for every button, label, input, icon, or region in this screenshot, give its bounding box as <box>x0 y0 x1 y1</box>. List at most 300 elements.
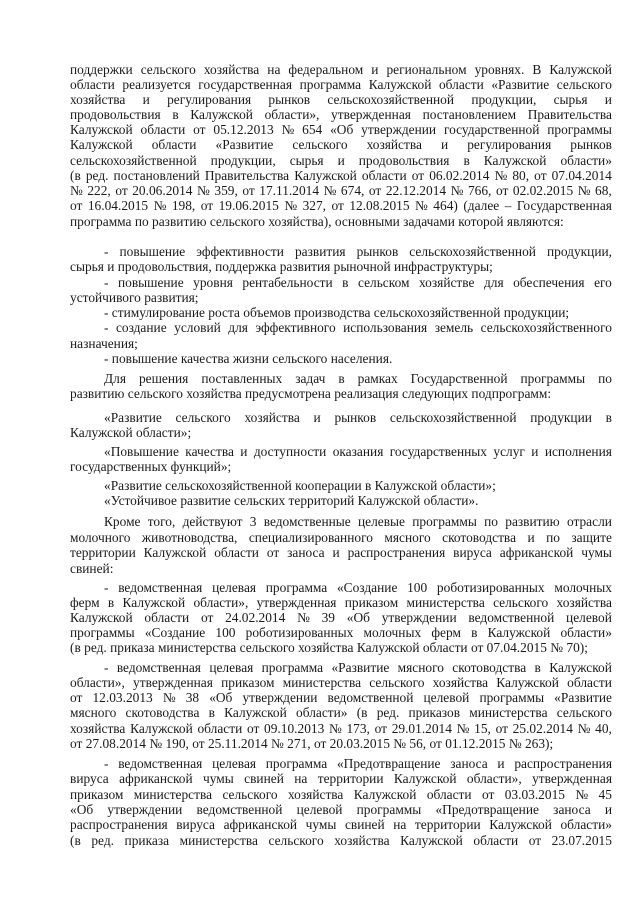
word: и <box>337 153 345 168</box>
word: ведомственная <box>118 756 203 771</box>
word: Правительства <box>204 168 290 183</box>
text-line <box>104 371 612 387</box>
word: и <box>142 92 150 107</box>
text-line: развитию сельского хозяйства предусмотрена реализация следующих подпрограмм: <box>70 386 552 401</box>
word: № <box>577 183 591 198</box>
word: рентабельности <box>242 275 333 290</box>
word: Калужской <box>353 787 417 802</box>
word: в <box>534 660 541 675</box>
word: и <box>604 92 612 107</box>
word: 38 <box>185 690 200 705</box>
word: Калужской <box>549 62 612 77</box>
text-line <box>70 77 612 93</box>
text-line: устойчивого развития; <box>70 290 199 305</box>
word: 359, <box>214 183 238 198</box>
word: Калужской <box>294 168 357 183</box>
word: защите <box>571 530 612 545</box>
word: хозяйства <box>366 137 422 152</box>
word: молочного <box>70 530 131 545</box>
word: целевой <box>423 690 470 705</box>
word: того, <box>147 514 176 529</box>
word: 03.03.2015 <box>504 787 565 802</box>
word: ред. <box>91 833 114 848</box>
word: № <box>450 183 464 198</box>
word: сельскохозяйственной <box>409 244 536 259</box>
word: программа <box>265 580 328 595</box>
text-line <box>104 275 612 291</box>
word: программа <box>261 660 324 675</box>
word: № <box>494 168 508 183</box>
word: области <box>144 610 190 625</box>
word: № <box>153 198 167 213</box>
word: продукции, <box>210 153 276 168</box>
word: министерства <box>282 675 362 690</box>
text-line: программа по развитию сельского хозяйства), основными задачами которой являются: <box>70 214 564 229</box>
word: Калужской <box>549 660 612 675</box>
text-line <box>70 595 612 611</box>
word: в <box>107 595 115 610</box>
word: - <box>104 320 109 335</box>
word: целевая <box>212 580 257 595</box>
word: рынков <box>356 244 399 259</box>
word: поддержки <box>70 62 133 77</box>
word: для <box>228 320 248 335</box>
text-line <box>70 690 612 706</box>
word: области <box>473 833 519 848</box>
word: ведомственной <box>327 690 414 705</box>
text-line: свиней: <box>70 561 114 576</box>
text-line <box>104 756 612 772</box>
word: Калужской <box>70 610 133 625</box>
word: поставленных <box>201 371 283 386</box>
text-line <box>70 545 612 561</box>
text-line <box>70 705 612 721</box>
word: № <box>328 721 342 736</box>
text-line <box>70 198 612 214</box>
word: области», <box>70 675 125 690</box>
word: от <box>200 610 214 625</box>
word: мясного <box>397 660 444 675</box>
word: хозяйства <box>244 410 300 425</box>
word: области» <box>560 625 612 640</box>
word: эффективного <box>255 320 336 335</box>
word: чумы <box>203 771 234 786</box>
word: «Развитие <box>104 410 162 425</box>
word: Калужской <box>487 625 551 640</box>
word: ведомственная <box>118 580 203 595</box>
word: государственной <box>443 122 540 137</box>
text-line: назначения; <box>70 336 138 351</box>
word: продовольствия <box>70 107 161 122</box>
word: распространения <box>347 545 446 560</box>
word: от <box>368 183 382 198</box>
word: повышение <box>117 275 184 290</box>
word: распространения <box>70 817 168 832</box>
text-line <box>70 153 612 169</box>
word: 198, <box>171 198 196 213</box>
word: по <box>598 371 612 386</box>
word: государственных <box>389 444 487 459</box>
word: Правительства <box>527 107 612 122</box>
word: утвержденная <box>532 771 612 786</box>
word: по <box>484 514 498 529</box>
word: 25.02.2014 <box>512 721 573 736</box>
word: ведомственная <box>116 660 201 675</box>
word: от <box>266 545 280 560</box>
word: утверждении <box>381 610 457 625</box>
word: Калужской <box>70 137 133 152</box>
word: в <box>605 410 612 425</box>
word: и <box>332 545 340 560</box>
word: утверждении <box>242 690 318 705</box>
word: сельскохозяйственной <box>389 410 517 425</box>
word: регулирования <box>467 137 552 152</box>
word: в <box>208 705 215 720</box>
word: от <box>495 721 508 736</box>
word: земель <box>434 320 474 335</box>
word: (в <box>70 168 81 183</box>
word: - <box>104 580 109 595</box>
text-line <box>70 530 612 546</box>
word: области», <box>193 595 249 610</box>
word: африканской <box>223 817 298 832</box>
word: № <box>297 610 310 625</box>
word: № <box>415 198 428 213</box>
word: чумы <box>581 545 612 560</box>
word: области <box>361 168 407 183</box>
word: и <box>497 756 505 771</box>
word: на <box>267 62 281 77</box>
text-line <box>70 168 612 184</box>
word: области <box>197 721 243 736</box>
word: территории <box>317 771 384 786</box>
word: целевой <box>296 802 343 817</box>
word: мясного <box>70 705 117 720</box>
word: хозяйства <box>70 92 126 107</box>
word: программы <box>547 122 612 137</box>
word: № <box>456 721 470 736</box>
word: сельского <box>556 77 612 92</box>
word: 02.02.2015 <box>512 183 574 198</box>
word: министерства <box>406 595 485 610</box>
word: чумы <box>305 817 337 832</box>
word: 68, <box>595 183 612 198</box>
word: ферм <box>70 595 100 610</box>
word: от <box>528 833 542 848</box>
word: на <box>294 771 308 786</box>
text-line <box>70 833 612 849</box>
word: развития <box>294 244 346 259</box>
word: 654 <box>302 122 323 137</box>
word: Калужской <box>224 705 287 720</box>
word: сельского <box>140 62 196 77</box>
text-line <box>70 802 612 818</box>
word: рамках <box>357 371 398 386</box>
word: области <box>70 77 115 92</box>
word: № <box>281 122 295 137</box>
word: сельскохозяйственного <box>480 320 612 335</box>
word: и <box>527 530 535 545</box>
text-line <box>104 660 612 676</box>
text-line <box>70 771 612 787</box>
word: ред. <box>85 168 109 183</box>
text-line <box>70 92 612 108</box>
word: специализированного <box>248 530 373 545</box>
word: исполнения <box>544 444 612 459</box>
word: регулирования <box>167 92 252 107</box>
word: области» <box>560 153 612 168</box>
text-line <box>104 244 612 260</box>
word: «Об <box>330 122 354 137</box>
word: № <box>197 183 210 198</box>
word: от <box>70 690 83 705</box>
word: распространения <box>514 756 612 771</box>
word: «Создание <box>144 625 206 640</box>
word: ведомственные <box>263 514 351 529</box>
word: «Развитие <box>491 77 550 92</box>
word: доступности <box>253 444 327 459</box>
word: от <box>411 168 425 183</box>
word: области» <box>296 705 348 720</box>
word: сельского <box>175 410 231 425</box>
word: хозяйства <box>70 721 126 736</box>
word: в <box>471 625 478 640</box>
text-line <box>70 137 612 153</box>
text-line: сырья и продовольствия, поддержка развития рыночной инфраструктуры; <box>70 259 493 274</box>
word: в <box>172 107 179 122</box>
word: Калужской <box>368 77 432 92</box>
word: продукции <box>530 410 592 425</box>
word: программы <box>479 690 545 705</box>
text-line <box>104 320 612 336</box>
word: «Создание <box>336 580 398 595</box>
word: «Об <box>70 802 94 817</box>
word: сельского <box>292 137 348 152</box>
text-line: государственных функций»; <box>70 459 232 474</box>
word: уровнях. <box>474 62 525 77</box>
word: сельском <box>357 275 410 290</box>
word: животноводства, <box>141 530 238 545</box>
word: роботизированных <box>245 625 354 640</box>
word: области <box>214 545 259 560</box>
word: программа <box>265 756 328 771</box>
word: «Развитие <box>331 660 390 675</box>
word: «Повышение <box>104 444 179 459</box>
word: приказом <box>70 787 124 802</box>
text-line: от 27.08.2014 № 190, от 25.11.2014 № 271, от 20.03.2015 № 56, от 01.12.2015 № 263); <box>70 736 554 751</box>
word: программы <box>412 514 477 529</box>
word: 29.01.2014 <box>391 721 452 736</box>
word: для <box>483 275 504 290</box>
word: хозяйстве <box>418 275 475 290</box>
word: 24.02.2014 <box>225 610 286 625</box>
word: 07.04.2014 <box>551 168 612 183</box>
text-line <box>70 122 612 138</box>
word: обеспечения <box>513 275 585 290</box>
word: его <box>594 275 612 290</box>
word: программы <box>70 625 135 640</box>
word: 766, <box>467 183 492 198</box>
word: 12.03.2013 <box>92 690 153 705</box>
text-line: «Устойчивое развитие сельских территорий Калужской области». <box>104 493 479 508</box>
word: продукции, <box>471 92 537 107</box>
word: министерства <box>179 833 258 848</box>
word: сельского <box>556 705 612 720</box>
word: сырья <box>289 153 324 168</box>
word: и <box>240 444 248 459</box>
word: от <box>495 183 509 198</box>
word: Калужской <box>122 595 186 610</box>
word: хозяйства <box>334 833 390 848</box>
text-line <box>70 107 612 123</box>
word: - <box>104 756 109 771</box>
word: сельскохозяйственной <box>70 153 197 168</box>
word: скотоводства <box>452 660 527 675</box>
word: области», <box>264 107 320 122</box>
word: задач <box>295 371 326 386</box>
word: ведомственной <box>468 610 555 625</box>
word: по <box>546 530 560 545</box>
word: продукции, <box>546 244 612 259</box>
word: африканской <box>499 545 574 560</box>
word: постановлением <box>422 107 517 122</box>
word: - <box>104 244 109 259</box>
word: территории <box>70 545 136 560</box>
word: № <box>162 690 176 705</box>
word: 3 <box>249 514 257 529</box>
word: утвержденная <box>256 595 337 610</box>
word: программы <box>520 371 586 386</box>
word: постановлений <box>113 168 200 183</box>
word: от <box>481 787 495 802</box>
word: 100 <box>407 580 428 595</box>
word: области <box>140 122 186 137</box>
word: приказа <box>124 833 170 848</box>
word: приказов <box>408 705 461 720</box>
word: реализуется <box>122 77 191 92</box>
text-line: - повышение качества жизни сельского населения. <box>104 351 393 366</box>
word: от <box>193 122 206 137</box>
word: области <box>567 675 612 690</box>
word: утверждении <box>107 802 183 817</box>
word: рынков <box>268 92 311 107</box>
word: в <box>338 371 345 386</box>
word: (в <box>70 833 81 848</box>
word: от <box>70 198 83 213</box>
word: и <box>371 62 379 77</box>
word: области <box>151 137 197 152</box>
word: в <box>342 275 349 290</box>
text-line: - стимулирование роста объемов производства сельскохозяйственной продукции; <box>104 305 570 320</box>
word: ред. <box>376 705 400 720</box>
word: 15, <box>474 721 491 736</box>
word: «Развитие <box>554 690 612 705</box>
word: Калужской <box>400 833 463 848</box>
word: программы <box>356 802 422 817</box>
word: сельского <box>369 675 425 690</box>
word: 16.04.2015 <box>87 198 149 213</box>
word: сельского <box>268 833 324 848</box>
word: действуют <box>182 514 243 529</box>
word: № <box>70 183 83 198</box>
word: заноса <box>553 802 591 817</box>
word: вируса <box>453 545 492 560</box>
word: (в <box>356 705 368 720</box>
word: 05.12.2013 <box>213 122 274 137</box>
word: 20.06.2014 <box>132 183 193 198</box>
word: региональном <box>386 62 467 77</box>
word: решения <box>138 371 189 386</box>
word: от <box>200 198 214 213</box>
word: Калужской <box>496 675 559 690</box>
word: услуг <box>493 444 525 459</box>
text-line <box>104 444 612 460</box>
word: африканской <box>119 771 193 786</box>
word: заноса <box>287 545 325 560</box>
text-line <box>70 610 612 626</box>
word: оказания <box>332 444 384 459</box>
word: 327, <box>302 198 326 213</box>
word: федеральном <box>288 62 364 77</box>
word: 19.06.2015 <box>218 198 279 213</box>
word: роботизированных <box>436 580 545 595</box>
word: Калужской <box>483 153 547 168</box>
text-line <box>104 580 612 596</box>
word: Для <box>104 371 126 386</box>
word: целевые <box>357 514 405 529</box>
word: 222, <box>87 183 111 198</box>
word: «Об <box>346 610 370 625</box>
word: Калужской <box>143 545 207 560</box>
word: повышение <box>119 244 186 259</box>
word: - <box>104 275 109 290</box>
word: уровня <box>193 275 233 290</box>
word: сырья <box>553 92 588 107</box>
word: целевой <box>566 610 612 625</box>
word: 06.02.2014 <box>429 168 490 183</box>
word: приказом <box>344 595 399 610</box>
word: 09.10.2013 <box>264 721 325 736</box>
word: «Предотвращение <box>435 802 539 817</box>
word: 45 <box>598 787 612 802</box>
word: области» <box>560 817 612 832</box>
text-line <box>70 625 612 641</box>
word: области <box>438 77 484 92</box>
word: в <box>463 153 470 168</box>
word: - <box>104 660 109 675</box>
word: Государственной <box>410 371 508 386</box>
word: и <box>440 137 449 152</box>
word: Калужской <box>393 771 457 786</box>
word: 80, <box>512 168 530 183</box>
word: хозяйства <box>288 787 344 802</box>
word: целевая <box>209 660 254 675</box>
word: сельскохозяйственной <box>327 92 455 107</box>
word: «Предотвращение <box>336 756 441 771</box>
word: от <box>534 168 547 183</box>
word: (далее <box>463 198 500 213</box>
word: молочных <box>554 580 612 595</box>
text-line: «Развитие сельскохозяйственной кооперации в Калужской области»; <box>104 478 496 493</box>
word: утвержденная <box>133 675 213 690</box>
word: хозяйства <box>432 675 489 690</box>
word: № <box>284 198 298 213</box>
word: № <box>577 721 591 736</box>
word: государственная <box>198 77 292 92</box>
word: 12.08.2015 <box>349 198 410 213</box>
word: утверждении <box>361 122 437 137</box>
word: отрасли <box>566 514 612 529</box>
